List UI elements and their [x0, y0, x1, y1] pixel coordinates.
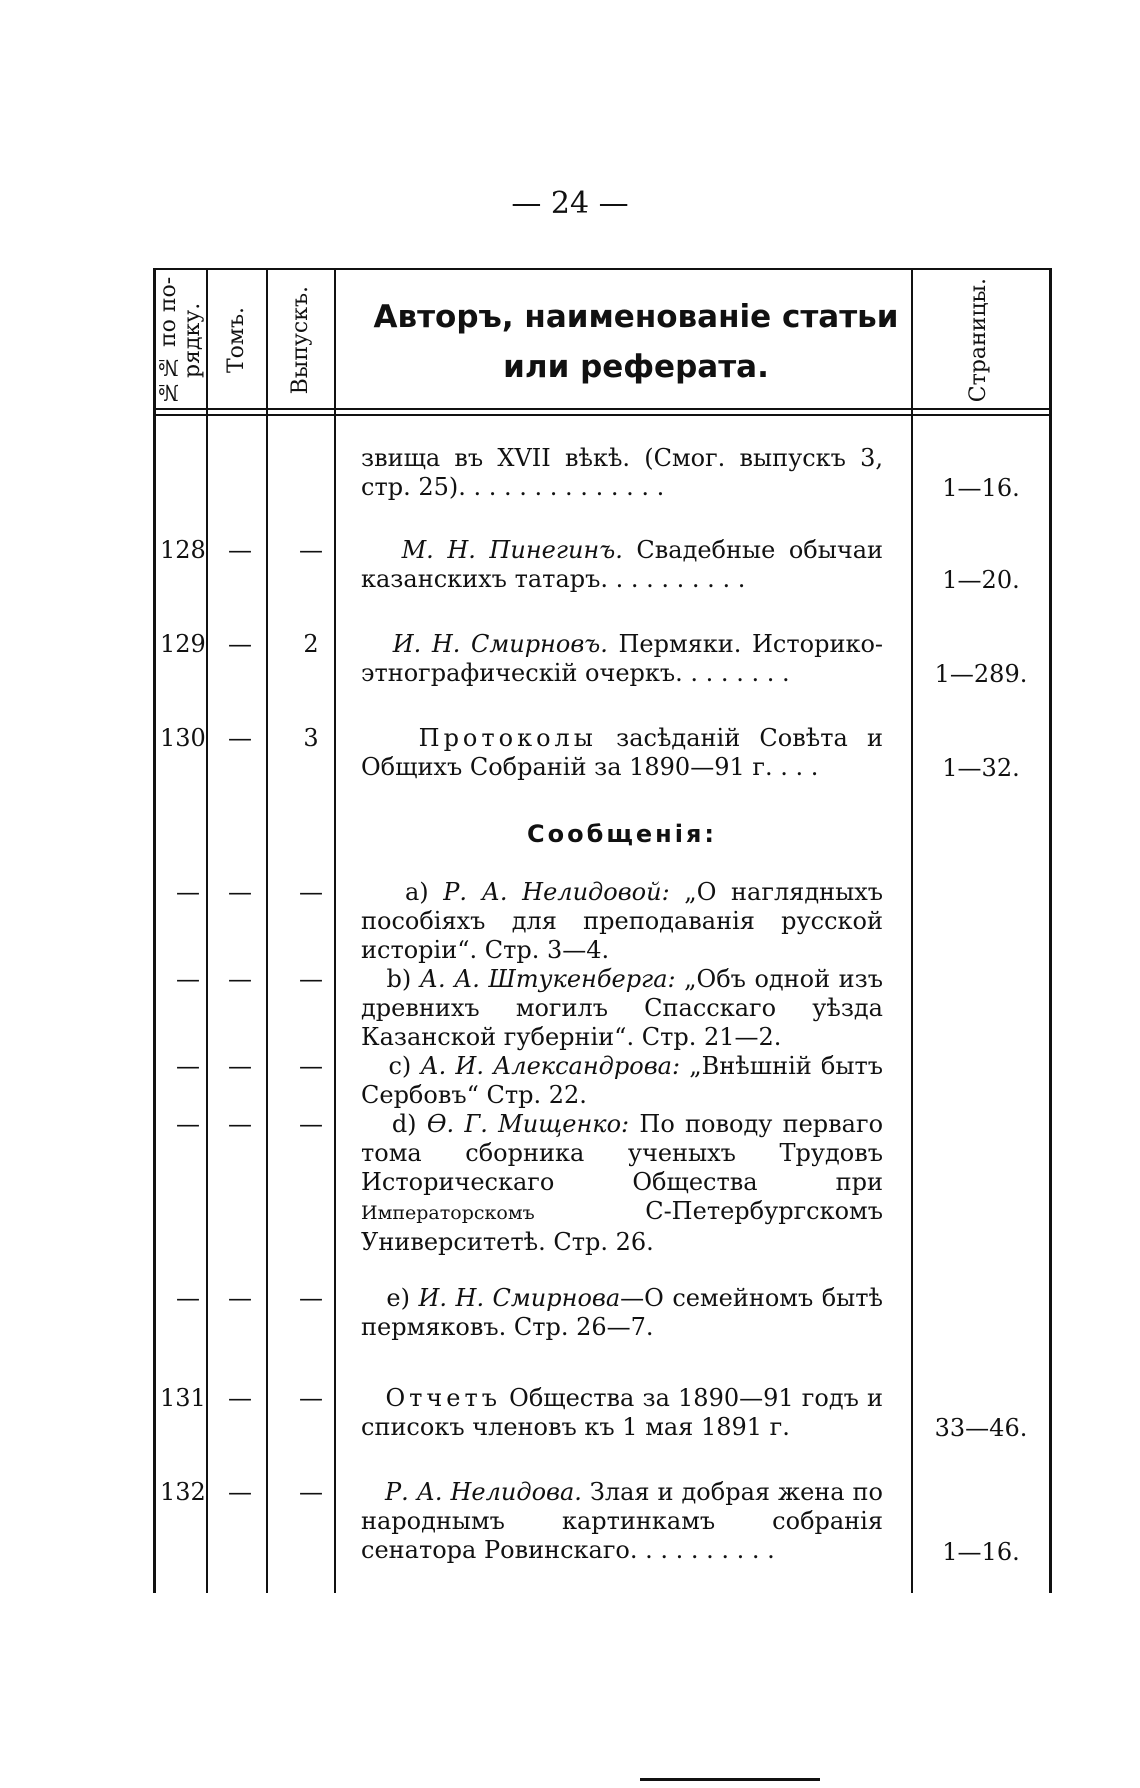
column-divider — [266, 268, 268, 1593]
header-rule — [156, 408, 1049, 410]
catalog-table: №№ по по-рядку. Томъ. Выпускъ. Авторъ, наименованіе статьи или реферата. Страницы. звища въ XVII вѣкѣ. (Смог. выпускъ 3, стр. 25). . . . . . . . . . . . . . 1—16. 128 — — М. Н. Пинегинъ. Свадебные обычаи казанскихъ татаръ. . . . . . . . . . 1—20. 129 — 2 И. Н. Смирновъ. Пермяки. Историко-этнографическій очеркъ. . . . . . . . 1—289. 130 — 3 Протоколы засѣданій Совѣта и Общихъ Собраній за 1890—91 г. . . . 1—32. Сообщенія: — — — a) Р. А. Нелидовой: „О наглядныхъ пособіяхъ для преподаванія русской исторіи“. Стр. 3—4. — — — b) А. А. Штукенберга: „Объ одной изъ древнихъ могилъ Спасскаго уѣзда Казанской губерніи“. Стр. 21—2. — — — c) А. И. Александрова: „Внѣшній бытъ Сербовъ“ Стр. 22. — — — d) Ѳ. Г. Мищенко: По поводу перваго тома сборника ученыхъ Трудовъ Историческаго Общества при Императорскомъ С-Петербургскомъ Университетѣ. Стр. 26. — — — e) И. Н. Смирнова—О семейномъ бытѣ пермяковъ. Стр. 26—7. 131 — — Отчетъ Общества за 1890—91 годъ и списокъ членовъ къ 1 мая 1891 г. 33—46. 132 — — Р. А. Нелидова. Злая и добрая жена по народнымъ картинкамъ собранія сенатора Ровинскаго. . . . . . . . . . 1—16. — [153, 268, 1052, 1593]
footer-rule — [640, 1778, 820, 1781]
header-col-volume: Томъ. — [223, 306, 249, 374]
header-col-number: №№ по по-рядку. — [155, 276, 205, 404]
column-divider — [911, 268, 913, 1593]
column-divider — [206, 268, 208, 1593]
header-col-issue: Выпускъ. — [287, 285, 313, 395]
header-col-title: Авторъ, наименованіе статьи или реферата. — [373, 299, 899, 385]
column-divider — [334, 268, 336, 1593]
header-rule — [156, 414, 1049, 416]
table-header — [156, 268, 1049, 410]
page-number: — 24 — — [511, 186, 629, 221]
header-col-pages: Страницы. — [966, 277, 992, 403]
